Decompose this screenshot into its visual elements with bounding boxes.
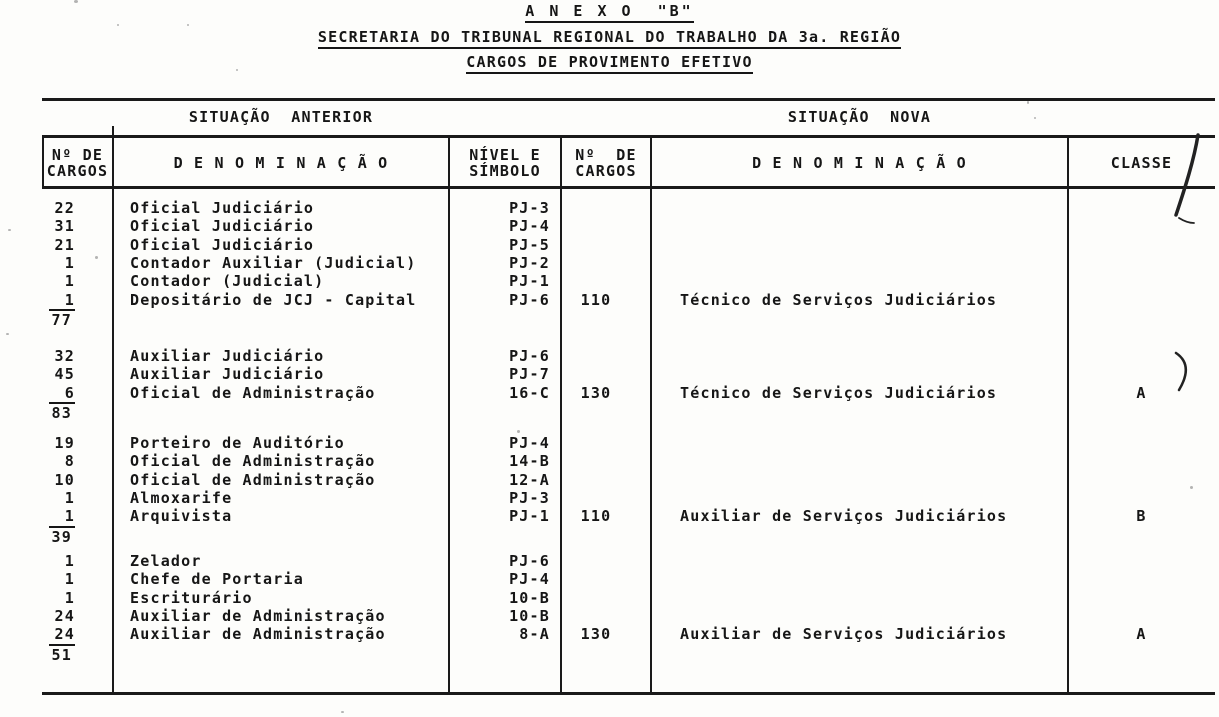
group-total-cell xyxy=(42,402,113,420)
classe-cell xyxy=(1068,291,1215,309)
new-denomination-cell: Auxiliar de Serviços Judiciários xyxy=(680,507,1008,526)
header-old-denomination xyxy=(113,140,449,194)
table-row xyxy=(42,552,1219,570)
level-symbol-cell: PJ-5 xyxy=(509,235,550,254)
scan-noise-dot xyxy=(236,69,238,71)
level-symbol-cell: PJ-1 xyxy=(509,272,550,291)
table-row xyxy=(42,471,1219,489)
old-cargo-count-cell: 1 xyxy=(64,272,75,291)
scan-noise-dot xyxy=(1027,101,1029,104)
new-cargo-count-cell xyxy=(561,607,651,625)
classe-cell xyxy=(1068,272,1215,290)
new-denomination-cell xyxy=(651,607,1068,625)
new-denomination-cell xyxy=(651,434,1068,452)
new-denomination-cell xyxy=(651,199,1068,217)
table-total-row xyxy=(42,526,1219,544)
new-cargo-count-cell xyxy=(561,471,651,489)
old-denomination-cell: Oficial de Administração xyxy=(130,383,376,402)
new-denomination-cell xyxy=(651,489,1068,507)
old-cargo-count-cell: 24 xyxy=(54,606,75,625)
level-symbol-cell: PJ-6 xyxy=(509,552,550,570)
scan-noise-dot xyxy=(1190,486,1193,489)
classe-cell xyxy=(1068,254,1215,272)
classe-cell xyxy=(1068,552,1215,570)
table-row xyxy=(42,589,1219,607)
header-old-qty-line1: Nº DE xyxy=(51,146,104,164)
classe-cell: A xyxy=(1136,383,1147,402)
level-symbol-cell: 8-A xyxy=(519,625,550,644)
new-cargo-count-cell xyxy=(561,199,651,217)
header-classe-text: CLASSE xyxy=(1110,154,1173,172)
old-denomination-cell: Auxiliar Judiciário xyxy=(130,347,325,365)
level-symbol-cell: 10-B xyxy=(509,606,550,625)
new-denomination-cell xyxy=(651,272,1068,290)
handwritten-slash-mark xyxy=(1160,130,1210,230)
level-symbol-cell: PJ-4 xyxy=(509,434,550,452)
table-row xyxy=(42,452,1219,470)
new-cargo-count-cell xyxy=(561,452,651,470)
new-denomination-cell: Técnico de Serviços Judiciários xyxy=(680,383,998,402)
table-total-row xyxy=(42,644,1219,662)
new-cargo-count-cell xyxy=(561,434,651,452)
scan-noise-dot xyxy=(74,0,78,3)
header-new-qty-line1: Nº DE xyxy=(575,146,637,164)
group-total-value: 51 xyxy=(49,644,75,664)
annex-title-text: A N E X O "B" xyxy=(525,2,693,23)
old-denomination-cell: Auxiliar Judiciário xyxy=(130,365,325,384)
old-denomination-cell: Oficial Judiciário xyxy=(130,217,315,236)
header-new-qty xyxy=(561,140,651,186)
old-denomination-cell: Oficial Judiciário xyxy=(130,199,315,217)
new-cargo-count-cell xyxy=(561,489,651,507)
old-denomination-cell: Arquivista xyxy=(130,507,233,526)
old-cargo-count-cell: 21 xyxy=(54,235,75,254)
header-level-symbol xyxy=(449,140,561,186)
table-row xyxy=(42,434,1219,452)
old-cargo-count-cell: 1 xyxy=(64,488,75,507)
new-cargo-count-cell: 110 xyxy=(580,507,612,526)
classe-cell xyxy=(1068,452,1215,470)
old-denomination-cell: Contador (Judicial) xyxy=(130,272,325,291)
new-denomination-cell xyxy=(651,452,1068,470)
new-denomination-cell xyxy=(651,347,1068,365)
classe-cell: A xyxy=(1136,625,1147,644)
level-symbol-cell: PJ-2 xyxy=(509,253,550,272)
old-denomination-cell: Porteiro de Auditório xyxy=(130,434,345,452)
old-cargo-count-cell: 22 xyxy=(54,199,75,217)
new-cargo-count-cell xyxy=(561,347,651,365)
header-new-qty-line2: CARGOS xyxy=(575,162,637,180)
level-symbol-cell: PJ-6 xyxy=(509,347,550,365)
band-situacao-nova: SITUAÇÃO NOVA xyxy=(787,108,932,126)
group-total-cell xyxy=(42,644,113,662)
level-symbol-cell: 14-B xyxy=(509,452,550,471)
header-old-qty xyxy=(42,140,113,186)
level-symbol-cell: 16-C xyxy=(509,383,550,402)
old-denomination-cell: Depositário de JCJ - Capital xyxy=(130,290,417,309)
scan-noise-dot xyxy=(187,24,189,26)
classe-cell xyxy=(1068,589,1215,607)
table-row xyxy=(42,199,1219,217)
table-row xyxy=(42,489,1219,507)
table-row xyxy=(42,507,1219,525)
scan-noise-dot xyxy=(95,256,98,259)
new-cargo-count-cell: 130 xyxy=(580,625,612,644)
band-situacao-anterior: SITUAÇÃO ANTERIOR xyxy=(188,108,374,126)
table-row xyxy=(42,570,1219,588)
table-total-row xyxy=(42,309,1219,327)
level-symbol-cell: PJ-3 xyxy=(509,199,550,217)
old-cargo-count-cell: 8 xyxy=(64,452,75,471)
table-row xyxy=(42,254,1219,272)
new-denomination-cell xyxy=(651,589,1068,607)
old-denomination-cell: Oficial de Administração xyxy=(130,470,376,489)
old-denomination-cell: Chefe de Portaria xyxy=(130,570,304,589)
old-cargo-count-cell: 1 xyxy=(64,253,75,272)
new-denomination-cell: Técnico de Serviços Judiciários xyxy=(680,290,998,309)
old-denomination-cell: Oficial Judiciário xyxy=(130,235,315,254)
old-cargo-count-cell: 45 xyxy=(54,365,75,384)
table-row xyxy=(42,384,1219,402)
old-cargo-count-cell: 19 xyxy=(54,434,75,452)
level-symbol-cell: 12-A xyxy=(509,470,550,489)
old-denomination-cell: Auxiliar de Administração xyxy=(130,606,386,625)
scan-noise-dot xyxy=(517,430,520,433)
group-total-cell xyxy=(42,309,113,327)
old-cargo-count-cell: 1 xyxy=(64,507,75,526)
scan-noise-dot xyxy=(1034,117,1036,119)
table-row xyxy=(42,236,1219,254)
table-row xyxy=(42,607,1219,625)
old-denomination-cell: Contador Auxiliar (Judicial) xyxy=(130,253,417,272)
classe-cell xyxy=(1068,489,1215,507)
table-row xyxy=(42,625,1219,643)
header-old-qty-line2: CARGOS xyxy=(46,162,109,180)
old-cargo-count-cell: 32 xyxy=(54,347,75,365)
old-cargo-count-cell: 24 xyxy=(54,625,75,644)
header-old-denomination-text: D E N O M I N A Ç Ã O xyxy=(173,154,389,172)
table-row xyxy=(42,217,1219,235)
old-cargo-count-cell: 6 xyxy=(64,383,75,402)
header-new-denomination xyxy=(651,140,1068,194)
classe-cell xyxy=(1068,607,1215,625)
table-row xyxy=(42,272,1219,290)
level-symbol-cell: PJ-4 xyxy=(509,570,550,589)
scan-noise-dot xyxy=(8,229,11,231)
new-denomination-cell xyxy=(651,471,1068,489)
old-cargo-count-cell: 1 xyxy=(64,290,75,309)
band-bottom-rule xyxy=(42,135,1215,138)
old-denomination-cell: Almoxarife xyxy=(130,488,233,507)
scan-noise-dot xyxy=(6,333,9,335)
classe-cell xyxy=(1068,434,1215,452)
new-cargo-count-cell xyxy=(561,254,651,272)
group-total-value: 77 xyxy=(49,309,75,329)
level-symbol-cell: PJ-1 xyxy=(509,507,550,526)
table-row xyxy=(42,347,1219,365)
new-cargo-count-cell xyxy=(561,365,651,383)
group-total-value: 39 xyxy=(49,526,75,546)
new-cargo-count-cell xyxy=(561,552,651,570)
header-new-denomination-text: D E N O M I N A Ç Ã O xyxy=(752,154,967,172)
table-top-rule xyxy=(42,98,1215,101)
old-cargo-count-cell: 10 xyxy=(54,470,75,489)
new-denomination-cell xyxy=(651,236,1068,254)
classe-cell: B xyxy=(1136,507,1147,526)
level-symbol-cell: PJ-3 xyxy=(509,488,550,507)
table-bottom-rule xyxy=(42,692,1215,695)
new-cargo-count-cell xyxy=(561,589,651,607)
scan-noise-dot xyxy=(117,24,119,26)
old-cargo-count-cell: 1 xyxy=(64,552,75,570)
document-subtitle xyxy=(0,53,1219,71)
new-cargo-count-cell xyxy=(561,236,651,254)
new-cargo-count-cell: 130 xyxy=(580,383,612,402)
new-cargo-count-cell xyxy=(561,217,651,235)
new-cargo-count-cell: 110 xyxy=(580,290,612,309)
classe-cell xyxy=(1068,570,1215,588)
old-cargo-count-cell: 31 xyxy=(54,217,75,236)
table-row xyxy=(42,365,1219,383)
header-level-symbol-line1: NÍVEL E xyxy=(469,146,541,164)
document-subtitle-text: CARGOS DE PROVIMENTO EFETIVO xyxy=(466,53,752,74)
new-denomination-cell xyxy=(651,570,1068,588)
classe-cell xyxy=(1068,471,1215,489)
handwritten-hook-mark xyxy=(1170,350,1198,394)
new-cargo-count-cell xyxy=(561,272,651,290)
level-symbol-cell: 10-B xyxy=(509,588,550,607)
new-denomination-cell xyxy=(651,217,1068,235)
old-cargo-count-cell: 1 xyxy=(64,588,75,607)
new-denomination-cell xyxy=(651,552,1068,570)
old-denomination-cell: Zelador xyxy=(130,552,202,570)
new-denomination-cell xyxy=(651,365,1068,383)
group-total-value: 83 xyxy=(49,402,75,422)
new-cargo-count-cell xyxy=(561,570,651,588)
table-row xyxy=(42,291,1219,309)
classe-cell xyxy=(1068,236,1215,254)
old-cargo-count-cell: 1 xyxy=(64,570,75,589)
annex-title xyxy=(0,2,1219,20)
header-level-symbol-line2: SÍMBOLO xyxy=(469,162,541,180)
table-total-row xyxy=(42,402,1219,420)
secretariat-title xyxy=(0,28,1219,46)
new-denomination-cell xyxy=(651,254,1068,272)
scan-noise-dot xyxy=(341,711,344,713)
new-denomination-cell: Auxiliar de Serviços Judiciários xyxy=(680,625,1008,644)
level-symbol-cell: PJ-6 xyxy=(509,290,550,309)
level-symbol-cell: PJ-4 xyxy=(509,217,550,236)
level-symbol-cell: PJ-7 xyxy=(509,365,550,384)
old-denomination-cell: Escriturário xyxy=(130,588,253,607)
secretariat-title-text: SECRETARIA DO TRIBUNAL REGIONAL DO TRABALHO DA 3a. REGIÃO xyxy=(318,28,901,49)
old-denomination-cell: Auxiliar de Administração xyxy=(130,625,386,644)
group-total-cell xyxy=(42,526,113,544)
old-denomination-cell: Oficial de Administração xyxy=(130,452,376,471)
